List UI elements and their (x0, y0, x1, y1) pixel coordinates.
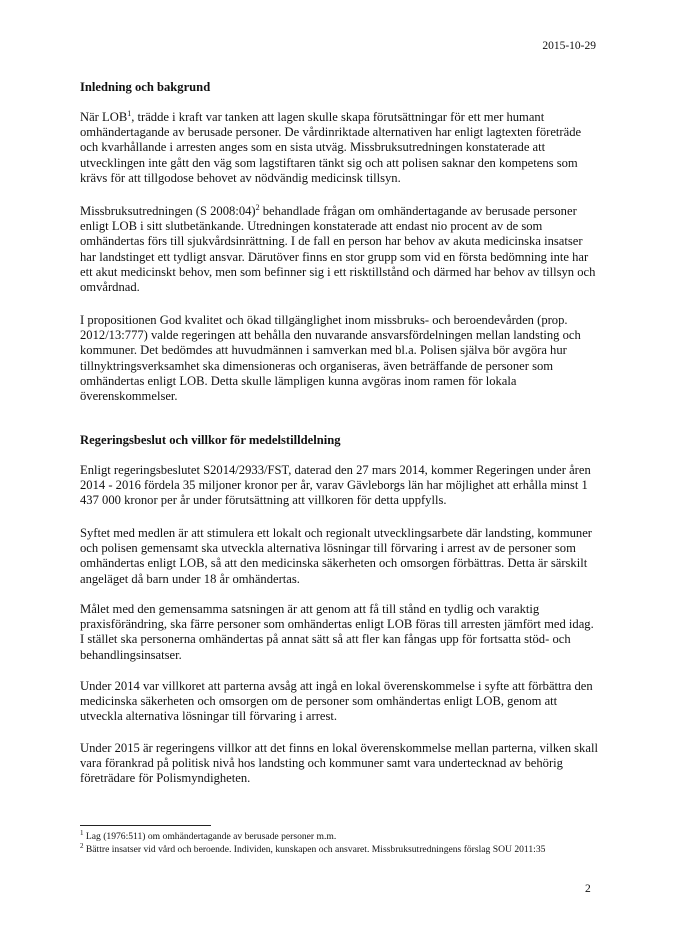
section-heading-inledning: Inledning och bakgrund (80, 80, 211, 94)
footnote-ref: 1 (127, 108, 132, 118)
paragraph (80, 204, 600, 295)
paragraph: Målet med den gemensamma satsningen är att genom att få till stånd en tydlig och varaktig praxisförändring, ska färre personer som omhändertas enligt LOB föras till arresten jämfört med idag. I stället ska personerna omhändertas på annat sätt så att fler kan fångas upp för fortsatta stöd- och behandlingsinsatser. (80, 602, 594, 662)
paragraph: Enligt regeringsbeslutet S2014/2933/FST, daterad den 27 mars 2014, kommer Regeringen under åren 2014 - 2016 fördela 35 miljoner kronor per år, varav Gävleborgs län har möjlighet att erhålla minst 1 437 000 kronor per år under förutsättning att villkoren för detta uppfylls. (80, 463, 591, 508)
paragraph-text: behandlade frågan om omhändertagande av berusade personer enligt LOB i sitt slutbetänkande. Utredningen konstaterade att endast nio procent av de som omhändertas förs till sjukvårdsinrättning. I de fall en person har behov av akuta medicinska insatser har landstinget ett tydligt ansvar. Därutöver finns en stor grupp som vid en första bedömning inte har ett akut medicinskt behov, men som befinner sig i ett risktillstånd och därmed har behov av tillsyn och omvårdnad. (80, 204, 596, 295)
page-number: 2 (585, 883, 591, 895)
footnote (80, 828, 600, 842)
section-heading-regeringsbeslut: Regeringsbeslut och villkor för medelstilldelning (80, 433, 341, 447)
footnote-divider (80, 825, 211, 826)
paragraph-text: , trädde i kraft var tanken att lagen skulle skapa förutsättningar för ett mer humant omhändertagande av berusade personer. De vårdinriktade alternativen har enligt lagtexten företräde och kvarhållande i arresten anges som en sista utväg. Missbruksutredningen konstaterade att utvecklingen inte gått den väg som lagstiftaren tänkt sig och att polisen saknar den kompetens som krävs för att tillgodose behovet av nödvändig medicinsk tillsyn. (80, 110, 582, 185)
paragraph (80, 110, 600, 186)
paragraph: Under 2015 är regeringens villkor att det finns en lokal överenskommelse mellan parterna, vilken skall vara förankrad på politisk nivå hos landsting och kommuner samt vara undertecknad av behörig företrädare för Polismyndigheten. (80, 741, 598, 786)
footnote-number: 1 (80, 828, 84, 837)
paragraph-text: När LOB (80, 110, 128, 124)
paragraph: I propositionen God kvalitet och ökad tillgänglighet inom missbruks- och beroendevården (prop. 2012/13:777) valde regeringen att behålla den nuvarande ansvarsfördelningen mellan landsting och kommuner. Det bedömdes att huvudmännen i samverkan med bl.a. Polisen själva bör avgöra hur tillnyktringsverksamhet ska dimensioneras och organiseras, även beträffande de personer som omhändertas enligt LOB. Detta skulle lämpligen kunna avgöras inom ramen för lokala överenskommelser. (80, 313, 581, 404)
paragraph: Syftet med medlen är att stimulera ett lokalt och regionalt utvecklingsarbete där landsting, kommuner och polisen gemensamt ska utveckla alternativa lösningar till förvaring i arrest av de personer som omhändertas enligt LOB, så att den medicinska säkerheten och omsorgen förbättras. Detta är särskilt angeläget då barn under 18 år omhändertas. (80, 526, 592, 586)
paragraph-text: Missbruksutredningen (S 2008:04) (80, 204, 256, 218)
paragraph: Under 2014 var villkoret att parterna avsåg att ingå en lokal överenskommelse i syfte att förbättra den medicinska säkerheten och omsorgen om de personer som omhändertas enligt LOB, genom att utveckla alternativa lösningar till förvaring i arrest. (80, 679, 593, 724)
footnote (80, 841, 600, 855)
footnote-ref: 2 (255, 202, 260, 212)
footnote-number: 2 (80, 841, 84, 850)
footnote-text: Lag (1976:511) om omhändertagande av berusade personer m.m. (83, 831, 337, 842)
document-date: 2015-10-29 (542, 40, 596, 52)
footnote-text: Bättre insatser vid vård och beroende. Individen, kunskapen och ansvaret. Missbruksutredningens förslag SOU 2011:35 (83, 844, 546, 855)
